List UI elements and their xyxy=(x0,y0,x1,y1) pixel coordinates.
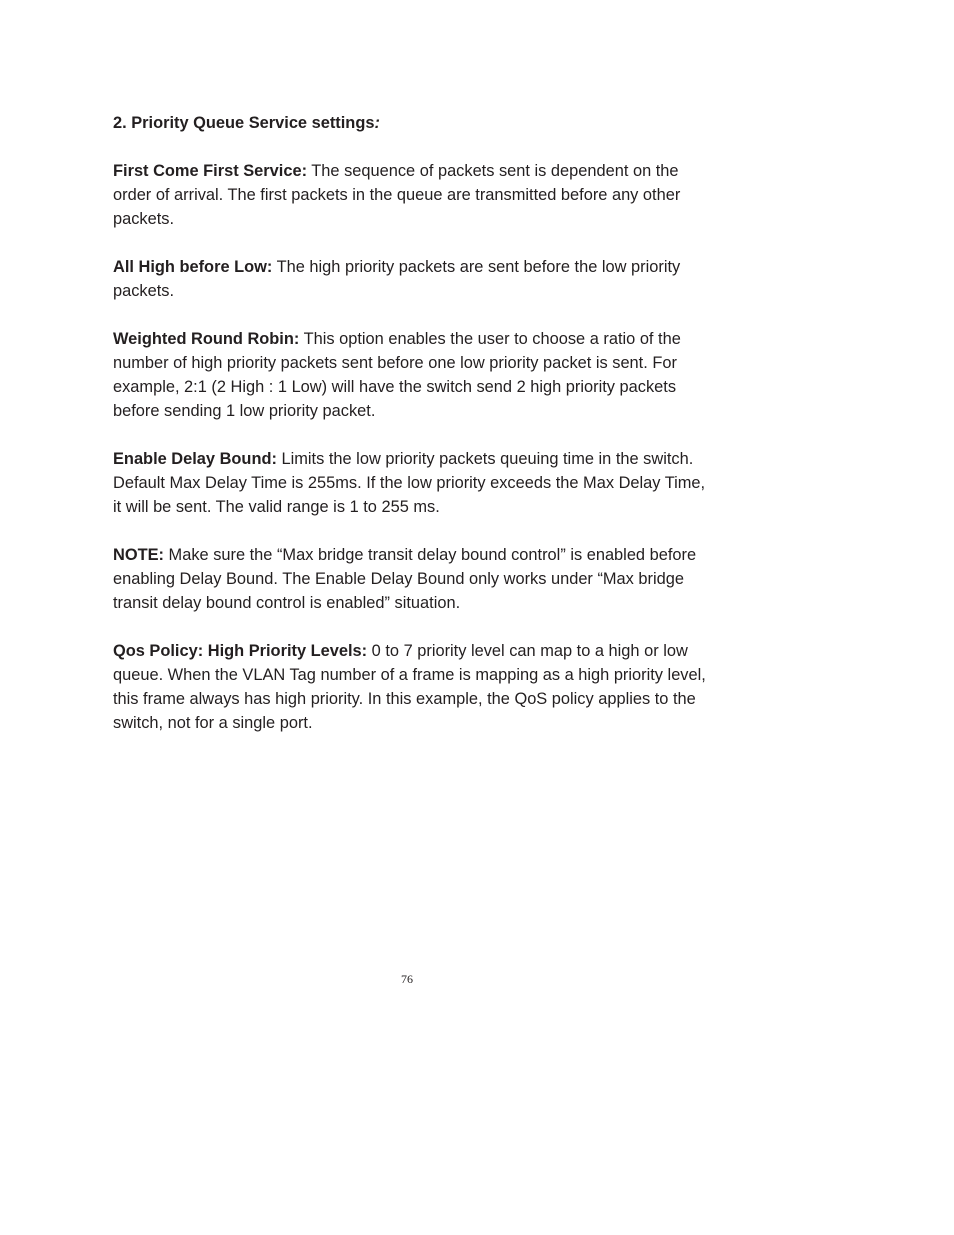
paragraph-first-come-first-service xyxy=(113,159,713,231)
term-description: 0 to 7 priority level can map to a high or low queue. When the VLAN Tag number of a frame is mapping as a high priority level, this frame always has high priority. In this example, the QoS policy applies to the switch, not for a single port. xyxy=(113,642,706,732)
term-description: Limits the low priority packets queuing time in the switch. Default Max Delay Time is 255ms. If the low priority exceeds the Max Delay Time, it will be sent. The valid range is 1 to 255 ms. xyxy=(113,450,706,516)
paragraph-all-high-before-low xyxy=(113,255,713,303)
paragraph-weighted-round-robin xyxy=(113,327,713,423)
term-description: The sequence of packets sent is dependent on the order of arrival. The first packets in the queue are transmitted before any other packets. xyxy=(113,162,681,228)
term-label: Enable Delay Bound: xyxy=(113,450,277,468)
term-label: First Come First Service: xyxy=(113,162,308,180)
term-description: This option enables the user to choose a ratio of the number of high priority packets sent before one low priority packet is sent. For example, 2:1 (2 High : 1 Low) will have the switch send 2 high priority packets before sending 1 low priority packet. xyxy=(113,330,681,420)
term-label: NOTE: xyxy=(113,546,164,564)
page-content xyxy=(113,111,713,759)
term-description: Make sure the “Max bridge transit delay bound control” is enabled before enabling Delay Bound. The Enable Delay Bound only works under “Max bridge transit delay bound control is enabled” situation. xyxy=(113,546,697,612)
section-heading-colon: : xyxy=(374,114,380,132)
term-label: All High before Low: xyxy=(113,258,273,276)
term-label: Weighted Round Robin: xyxy=(113,330,300,348)
section-heading xyxy=(113,111,713,135)
term-label: Qos Policy: High Priority Levels: xyxy=(113,642,368,660)
paragraph-qos-policy xyxy=(113,639,713,735)
paragraph-note xyxy=(113,543,713,615)
term-description: The high priority packets are sent before the low priority packets. xyxy=(113,258,681,300)
paragraph-enable-delay-bound xyxy=(113,447,713,519)
section-heading-text: 2. Priority Queue Service settings xyxy=(113,114,375,132)
page-number: 76 xyxy=(401,972,413,986)
